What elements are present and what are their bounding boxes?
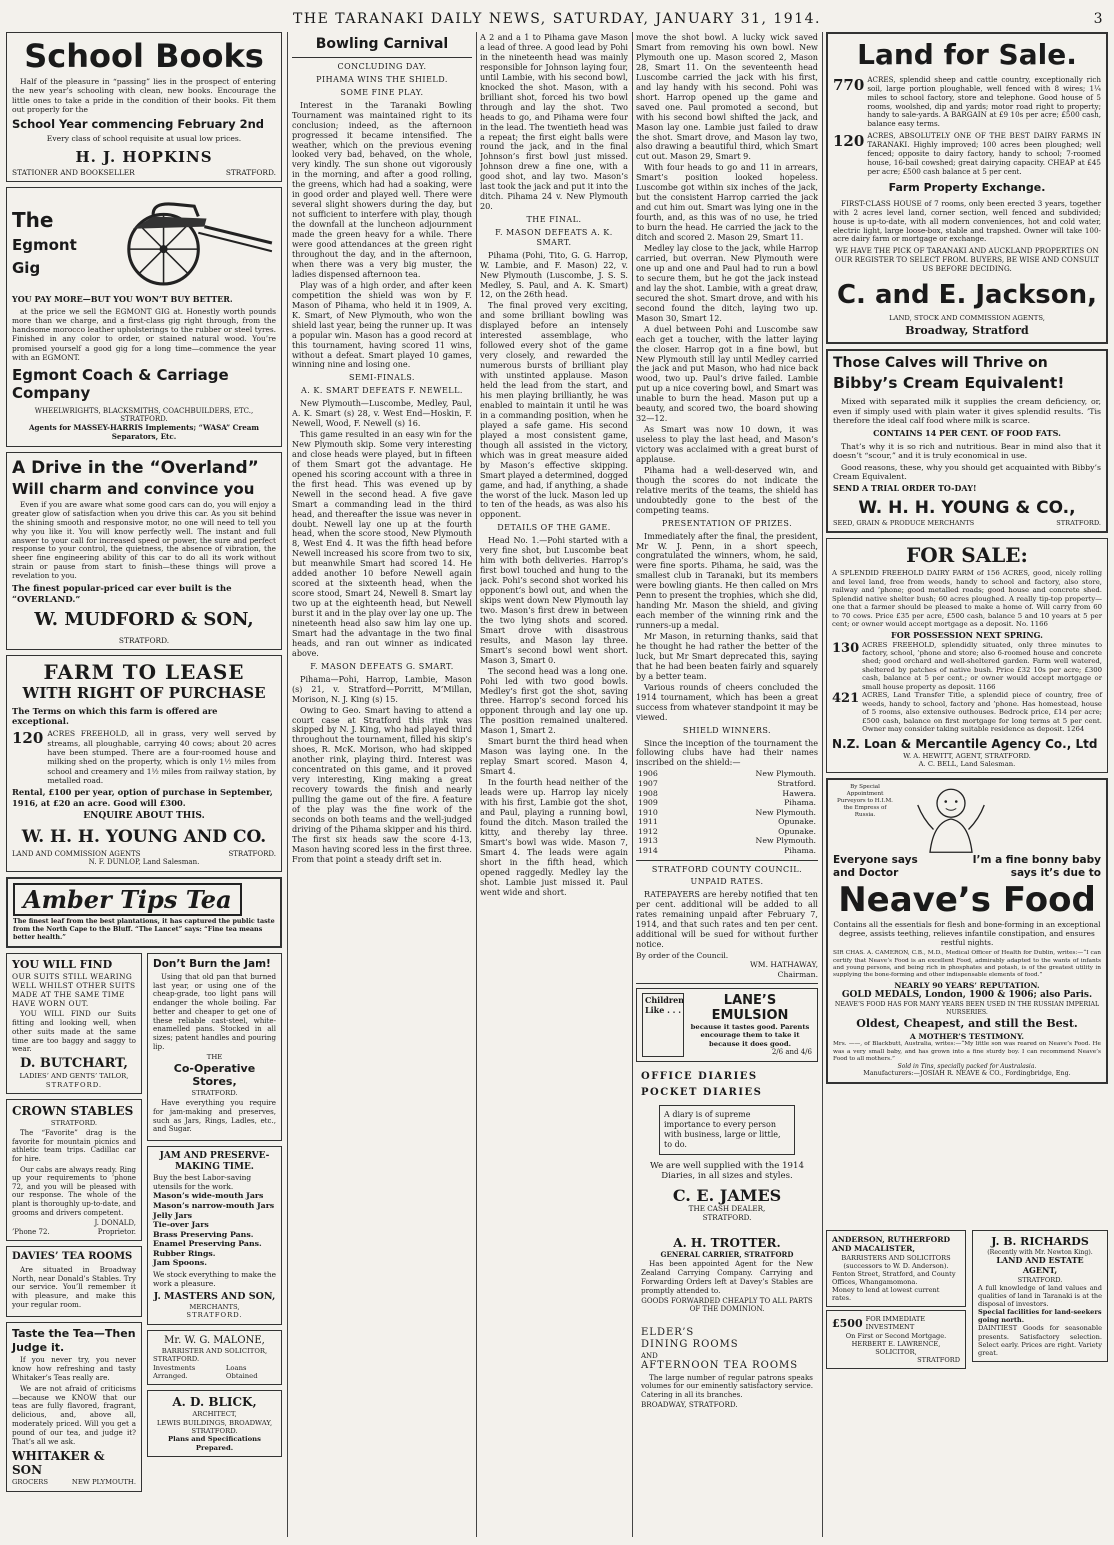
ad-years: NEARLY 90 YEARS’ REPUTATION. xyxy=(894,980,1040,990)
ad-tagline: Children Like . . . xyxy=(642,993,684,1057)
column-bottom-right xyxy=(826,1230,1108,1535)
ad-investment xyxy=(826,1310,966,1369)
notice-role: Chairman. xyxy=(777,969,818,979)
table-cell: New Plymouth. xyxy=(755,769,816,779)
article-paragraph: Pihama—Pohi, Harrop, Lambie, Mason (s) 21, v. Stratford—Porritt, M’Millan, Morison, N. J. King (s) 15. xyxy=(292,673,472,704)
ad-title: Those Calves will Thrive on xyxy=(833,354,1048,371)
ad-title: YOU WILL FIND xyxy=(12,958,113,972)
ad-investments: Investments Arranged. xyxy=(153,1363,196,1381)
table-cell: 1914 xyxy=(638,846,658,855)
notice-subtitle: UNPAID RATES. xyxy=(690,877,764,887)
ad-mortgage: On First or Second Mortgage. xyxy=(845,1331,947,1340)
list-item: Tie-over Jars xyxy=(153,1220,209,1230)
table-row xyxy=(636,836,818,846)
table-cell: Opunake. xyxy=(778,826,816,836)
ad-trade: MERCHANTS, xyxy=(189,1302,240,1311)
table-cell: New Plymouth. xyxy=(755,836,816,846)
ad-amber-tips xyxy=(6,877,282,948)
ad-used: NEAVE’S FOOD HAS FOR MANY YEARS BEEN USED IN THE RUSSIAN IMPERIAL NURSERIES. xyxy=(834,1001,1100,1016)
table-row xyxy=(636,769,818,779)
ad-place: BROADWAY, STRATFORD. xyxy=(641,1400,738,1410)
list-item: Jam Spoons. xyxy=(153,1258,207,1268)
article-paragraph: move the shot bowl. A lucky wick saved Smart from removing his own bowl. New Plymouth one up. Mason scored 2, Mason 28, Smart 11. On the seventeenth head Luscombe carried the jack with his first, and lay handy with his second. Pohi was short. Harrop opened up the game and saved one. Paul promoted a second, but with his second bowl shifted the jack, and Mason lay one. Lambie just failed to draw the shot. Smart drove, and Mason lay two, also drawing a beautiful third, which Smart cut out. Mason 29, Smart 9. xyxy=(636,32,818,162)
ad-richards xyxy=(972,1230,1108,1362)
ad-line: I’m a fine bonny baby xyxy=(972,854,1101,867)
ad-anderson xyxy=(826,1230,966,1307)
ad-farm-to-lease xyxy=(6,655,282,872)
table-row xyxy=(636,808,818,818)
ad-trade: ARCHITECT, xyxy=(192,1410,237,1419)
ad-possession: FOR POSSESSION NEXT SPRING. xyxy=(891,629,1043,640)
ad-body-2: YOU WILL FIND our Suits fitting and looking well, when other suits made at the same time are too baggy and saggy to wear. xyxy=(12,1009,136,1054)
table-cell: 1906 xyxy=(638,769,658,779)
ad-subtitle: Gig xyxy=(12,258,41,277)
column-rule xyxy=(287,32,288,1537)
ad-headline: School Year commencing February 2nd xyxy=(12,117,265,132)
ad-send: SEND A TRIAL ORDER TO-DAY! xyxy=(833,482,977,493)
ad-body: FOR IMMEDIATE INVESTMENT xyxy=(865,1315,926,1332)
ad-pick: WE HAVE THE PICK OF TARANAKI AND AUCKLAND PROPERTIES ON OUR REGISTER TO SELECT FROM. BUYERS, BE WISE AND CONSULT US BEFORE DECIDING. xyxy=(834,246,1100,273)
ad-line: Everyone says xyxy=(833,854,918,867)
ad-lanes-emulsion xyxy=(636,988,818,1062)
ad-body: A full knowledge of land values and qualities of land in Taranaki is at the disposal of investors. xyxy=(978,1283,1102,1309)
ad-special: Special facilities for land-seekers going north. xyxy=(978,1308,1102,1325)
ad-amount: £500 xyxy=(832,1316,863,1330)
ad-tagline: The finest leaf from the best plantations, it has captured the public taste from the North Cape to the Bluff. “The Lancet” says: “Fine tea means better health.” xyxy=(13,917,275,942)
table-row xyxy=(636,779,818,789)
table-cell: 1909 xyxy=(638,798,658,808)
ad-firm: W. MUDFORD & SON, xyxy=(34,609,254,631)
ad-firm: J. B. RICHARDS xyxy=(991,1235,1089,1248)
ad-place: STRATFORD. xyxy=(1017,1275,1063,1284)
ad-price: 2/6 and 4/6 xyxy=(771,1048,812,1057)
ad-subtitle: WITH RIGHT OF PURCHASE xyxy=(22,684,266,703)
ad-testimony: Mrs. ——, of Blackbutt, Australia, writes:—“My little son was reared on Neave’s Food. He was a very small baby, and has grown into a fine sturdy boy. I can recommend Neave’s Food to all mothers.” xyxy=(833,1041,1101,1062)
ad-terms: The Terms on which this farm is offered are exceptional. xyxy=(12,705,218,727)
ad-firm: WHITAKER & SON xyxy=(12,1448,105,1478)
gig-carriage-illustration xyxy=(92,192,276,292)
article-subhead: THE FINAL. xyxy=(526,215,582,225)
notice-order: By order of the Council. xyxy=(636,950,729,960)
item-list xyxy=(153,1191,276,1268)
ad-title: DAVIES’ TEA ROOMS xyxy=(12,1251,133,1263)
ad-place: STRATFORD. xyxy=(45,1080,103,1089)
ad-firm: C. and E. Jackson, xyxy=(836,279,1098,310)
ad-body: ACRES, ABSOLUTELY ONE OF THE BEST DAIRY FARMS IN TARANAKI. Highly improved; 100 acres been ploughed; well fenced; opposite to dairy factory, handy to school; 7-roomed house, 16-bail cowshed; great dairying capacity. CHEAP at £45 per acre; £500 cash balance at 5 per cent. xyxy=(867,131,1101,176)
shield-winners-table xyxy=(636,769,818,855)
ad-title: School Books xyxy=(24,37,264,75)
ad-title: Taste the Tea—Then Judge it. xyxy=(12,1327,136,1354)
ad-firm: ANDERSON, RUTHERFORD AND MACALISTER, xyxy=(832,1235,951,1254)
article-paragraph: Interest in the Taranaki Bowling Tournament was maintained right to its conclusion; indeed, as the afternoon progressed it became intensified. The weather, which on the previous evening looked very bad, behaved, on the whole, very kindly. The sun shone out vigorously in the morning, and after a good rolling, the greens, which had had a soaking, were in good order and played well. There were several slight showers during the day, but not sufficient to interfere with play, though the downfall at the luncheon adjournment made the green heavy for a while. There were good attendances at the green right throughout the day, and in the afternoon, when there was a very big muster, the ladies dispensed afternoon tea. xyxy=(292,99,472,279)
ad-subtitle: Bibby’s Cream Equivalent! xyxy=(833,373,1065,392)
article-subhead: DETAILS OF THE GAME. xyxy=(497,523,611,533)
ad-firm: W. H. H. YOUNG & CO., xyxy=(858,497,1076,518)
ad-body: The large number of regular patrons speaks volumes for our eminently satisfactory service. Catering in all its branches. xyxy=(641,1372,813,1400)
ad-title: FARM TO LEASE xyxy=(43,659,245,684)
table-cell: 1912 xyxy=(638,826,658,836)
ad-place: STRATFORD. xyxy=(50,1118,98,1127)
ad-egmont-gig xyxy=(6,187,282,446)
notice-signature: WM. HATHAWAY, xyxy=(749,960,818,970)
ad-successors: (successors to W. D. Anderson). xyxy=(843,1261,949,1270)
ad-subtitle: Farm Property Exchange. xyxy=(888,181,1046,195)
ad-successors: (Recently with Mr. Newton King). xyxy=(987,1248,1093,1256)
ad-rent: Rental, £100 per year, option of purchase in September, 1916, at £20 an acre. Good will £300. xyxy=(12,787,273,808)
ad-title-2: POCKET DIARIES xyxy=(641,1086,763,1098)
article-paragraph: Since the inception of the tournament the following clubs have had their names inscribed on the shield:— xyxy=(636,737,818,768)
ad-company: Egmont Coach & Carriage Company xyxy=(12,365,229,403)
ad-money: Money to lend at lowest current rates. xyxy=(832,1286,940,1303)
ad-firm: Co-Operative Stores, xyxy=(173,1061,256,1089)
ad-address: Fenton Street, Stratford, and County Offices, Whangamomona. xyxy=(832,1269,956,1286)
ad-loans: Loans Obtained xyxy=(225,1363,258,1381)
ad-body: FIRST-CLASS HOUSE of 7 rooms, only been erected 3 years, together with 2 acres level land, corner section, well fenced and subdivided; house is up-to-date, with all modern conveniences, hot and cold water, electric light, large loose-box, stable and trapshed. Owner will take 100-acre dairy farm or mortgage or exchange. xyxy=(833,198,1101,244)
ad-trade: BARRISTER AND SOLICITOR, xyxy=(161,1346,268,1355)
masthead xyxy=(0,4,1114,34)
ad-title: FOR SALE: xyxy=(906,542,1028,567)
ad-place: STRATFORD. xyxy=(186,1311,243,1320)
ad-place: STRATFORD. xyxy=(153,1355,200,1364)
ad-co-operative-stores xyxy=(147,953,282,1141)
ad-body: at the price we sell the EGMONT GIG at. Honestly worth pounds more than we charge, and a first-class gig right through, from the handsome morocco leather upholsterings to the rubber or steel tyres. Finished in any color to order, or stained natural wood. You’re promised yourself a good gig for a long time—commence the year with an EGMONT. xyxy=(12,307,276,362)
list-item: Mason’s narrow-mouth Jars xyxy=(153,1201,275,1211)
ad-firm: J. MASTERS AND SON, xyxy=(153,1291,276,1303)
ad-the: THE xyxy=(206,1053,223,1062)
table-cell: 1911 xyxy=(638,817,658,827)
ad-body: Contains all the essentials for flesh and bone-forming in an exceptional degree, assists teething, relieves infantile constipation, and ensures restful nights. xyxy=(833,920,1101,948)
ad-brand: Neave’s Food xyxy=(838,880,1096,921)
column-bowling-article xyxy=(292,32,472,1537)
ad-place: NEW PLYMOUTH. xyxy=(71,1478,136,1487)
ad-body: Using that old pan that burned last year, or using one of the cheap-grade, too light pans will endanger the whole boiling. Far better and cheaper to get one of these reliable cast-steel, white-enamelled pans. Stocked in all sizes; patent handles and pouring lip. xyxy=(153,972,276,1051)
ad-title: JAM AND PRESERVE-MAKING TIME. xyxy=(159,1151,270,1173)
article-paragraph: The second head was a long one. Pohi led with two good bowls. Medley’s first got the shot, saving three. Harrop’s second forced his opponent through and lay one up. The position remained unaltered. Mason 1, Smart 2. xyxy=(480,665,628,736)
column-rule xyxy=(476,32,477,1537)
ad-blick xyxy=(147,1390,282,1457)
ad-place: STRATFORD. xyxy=(702,1213,752,1223)
table-row xyxy=(636,846,818,856)
ad-acres: 770 xyxy=(833,76,865,94)
article-paragraph: Mr Mason, in returning thanks, said that he thought he had rather the better of the luck, but Mr Smart deprecated this, saying that he had been beaten fairly and squarely by a better team. xyxy=(636,631,818,681)
article-paragraph: The final proved very exciting, and some brilliant bowling was displayed before an intensely interested assemblage, who followed every shot of the game very closely, and rewarded the numerous bursts of brilliant play with unstinted applause. Mason held the lead from the start, and his men playing brilliantly, he was enabled to maintain it until he was in a commanding position, when he played a safe game. His second played a most consistent game, though all assisted in the victory, which was in great measure aided by Mason’s effective skipping. Smart played a determined, dogged game, and had, if anything, a shade the worst of the luck. Mason led up to ten of the heads, as was also his opponent. xyxy=(480,300,628,520)
column-bowling-continued xyxy=(480,32,628,1537)
ad-line: says it’s due to xyxy=(1010,867,1101,880)
article-paragraph: As Smart was now 10 down, it was useless to play the last head, and Mason’s victory was acclaimed with a great burst of applause. xyxy=(636,424,818,465)
ad-supply: We are well supplied with the 1914 Diaries, in all sizes and styles. xyxy=(650,1160,804,1182)
ad-place: STRATFORD xyxy=(917,1355,960,1364)
article-paragraph: Play was of a high order, and after keen competition the shield was won by F. Mason of Pihama, who held it in 1909, A. K. Smart, of New Plymouth, who won the shield last year, being the runner up. It was a popular win. Mason has a good record at this tournament, having scored 11 wins, without a defeat. Smart played 10 games, winning nine and losing one. xyxy=(292,279,472,370)
ad-line: AFTERNOON TEA ROOMS xyxy=(641,1360,799,1372)
ad-line: Every class of school requisite at usual low prices. xyxy=(46,134,242,144)
ad-agent: W. A. HEWITT, AGENT, STRATFORD. xyxy=(903,751,1031,760)
ad-tagline: YOU PAY MORE—BUT YOU WON’T BUY BETTER. xyxy=(12,294,233,305)
ad-sold: Sold in Tins, specially packed for Australasia. xyxy=(897,1062,1037,1070)
table-cell: Stratford. xyxy=(777,778,816,788)
ad-body: Mixed with separated milk it supplies the cream deficiency, or, even if simply used with plain water it gives splendid results. ’Tis therefore the ideal calf food where milk is scarce. xyxy=(833,396,1101,426)
ad-body: Has been appointed Agent for the New Zealand Carrying Company. Carrying and Forwarding Orders left at Davey’s Stables are promptly attended to. xyxy=(641,1259,813,1295)
ad-body: ACRES, Land Transfer Title, a splendid piece of country, free of weeds, handy to school, factory and ’phone. Has homestead, house of 5 rooms, also extensive outhouses. Bedrock price, £14 per acre; £500 cash, balance on first mortgage for long terms at 5 per cent. Owner may consider taking suitable residence as deposit. 1264 xyxy=(862,691,1102,734)
list-item: Jelly Jars xyxy=(153,1210,193,1220)
ad-address: LEWIS BUILDINGS, BROADWAY, STRATFORD. xyxy=(156,1418,273,1435)
list-item: Mason’s wide-mouth Jars xyxy=(153,1191,264,1201)
ad-place: STRATFORD. xyxy=(191,1088,238,1097)
article-subhead: F. MASON DEFEATS G. SMART. xyxy=(310,661,454,671)
ad-title: A Drive in the “Overland” xyxy=(12,457,259,478)
notice-body: RATEPAYERS are hereby notified that ten per cent. additional will be added to all rates remaining unpaid after February 7, 1914, and that such rates and ten per cent. additional will be sued for without further notice. xyxy=(636,889,818,949)
list-item: Enamel Preserving Pans. xyxy=(153,1239,262,1249)
ad-firm: H. J. HOPKINS xyxy=(75,147,213,166)
ad-trade: SOLICITOR, xyxy=(875,1347,917,1356)
ad-trade: LAND, STOCK AND COMMISSION AGENTS, xyxy=(889,313,1045,322)
table-row xyxy=(636,789,818,799)
ad-trade: LAND AND ESTATE AGENT, xyxy=(996,1255,1084,1275)
ad-elders xyxy=(636,1323,818,1414)
ad-place: STRATFORD. xyxy=(1056,518,1101,527)
ad-agents: Agents for MASSEY-HARRIS Implements; “WASA” Cream Separators, Etc. xyxy=(28,422,260,441)
ad-for-sale xyxy=(826,538,1108,774)
ad-firm: N.Z. Loan & Mercantile Agency Co., Ltd xyxy=(832,736,1098,751)
ad-line: DINING ROOMS xyxy=(641,1339,739,1351)
ad-trades: WHEELWRIGHTS, BLACKSMITHS, COACHBUILDERS, ETC., STRATFORD. xyxy=(34,406,254,424)
ad-body: A SPLENDID FREEHOLD DAIRY FARM of 156 ACRES, good, nicely rolling and level land, free from weeds, handy to school and factory, also store, railway and ’phone; good metalled roads; good house and concrete shed. Splendid native shelter bush; 60 acres ploughed. A really tip-top property—one that a farmer should be pleased to make a home of. Will carry from 60 to 70 cows. Price £35 per acre, £500 cash, balance 5 and 10 years at 5 per cent; or owner would accept mortgage as a deposit. No. 1166 xyxy=(832,569,1102,629)
ad-title: Don’t Burn the Jam! xyxy=(153,958,271,971)
ad-firm: HERBERT E. LAWRENCE, xyxy=(851,1339,941,1348)
ad-place: STRATFORD. xyxy=(228,849,276,858)
ad-line: ELDER’S xyxy=(641,1327,695,1339)
table-row xyxy=(636,798,818,808)
article-paragraph: With four heads to go and 11 in arrears, Smart’s position looked hopeless. Luscombe got within six inches of the jack, but the consistent Harrop carried the jack and cut him out. Smart was lying one in the fourth, and, as this was of no use, he tried to burn the head. He carried the jack to the ditch and scored 2. Mason 29, Smart 11. xyxy=(636,162,818,243)
ad-salesman: A. C. BELL, Land Salesman. xyxy=(918,759,1016,768)
ad-trade: STATIONER AND BOOKSELLER xyxy=(12,168,135,178)
ad-title: Egmont xyxy=(12,236,77,255)
ad-subtitle: Will charm and convince you xyxy=(12,479,255,498)
ad-gold: GOLD MEDALS, London, 1900 & 1906; also Paris. xyxy=(841,990,1093,1001)
column-news xyxy=(636,32,818,1537)
ad-land-for-sale xyxy=(826,32,1108,344)
ad-acres: 120 xyxy=(12,729,44,748)
ad-body-2: Have everything you require for jam-making and preserves, such as Jars, Rings, Ladles, etc., and Sugar. xyxy=(153,1098,276,1134)
table-cell: 1910 xyxy=(638,807,658,817)
ad-title: OFFICE DIARIES xyxy=(641,1070,758,1082)
table-cell: 1913 xyxy=(638,836,658,846)
ad-overland xyxy=(6,452,282,650)
ad-royal: By Special Appointment Purveyors to H.I.M. the Empress of Russia. xyxy=(837,784,893,818)
article-subhead: A. K. SMART DEFEATS F. NEWELL. xyxy=(301,386,463,396)
article-paragraph: This game resulted in an easy win for the New Plymouth skip. Some very interesting and close heads were played, but in fifteen of them Smart got the advantage. He opened his scoring account with a three in the first head. This was evened up by Newell in the second head. A five gave Smart a commanding lead in the third head, and thereafter the issue was never in doubt. Newell lay one up at the fourth head, when the score stood, New Plymouth 8, West End 4. It was the fifth head before Newell increased his score from two to six, but meanwhile Smart had scored 14. He added another 10 before Newell again scored at the sixteenth head, when the score stood, Smart 24, Newell 8. Smart lay two up at the eighteenth head, but Newell burst it and in the play over lay one up. The nineteenth head also saw him lay one up. Smart had the advantage in the two final heads, and ran out winner as indicated above. xyxy=(292,428,472,658)
ad-body: A diary is of supreme importance to every person with business, large or little, to do. xyxy=(659,1105,795,1154)
ad-role: Proprietor. xyxy=(97,1227,136,1236)
ad-body: Half of the pleasure in “passing” lies in the prospect of entering the new year’s schooling with clean, new books. Encourage the little ones to take a pride in the condition of their books. Fit them out properly for the xyxy=(12,77,276,114)
ad-mother: A MOTHER’S TESTIMONY. xyxy=(909,1032,1025,1042)
ad-enquire: ENQUIRE ABOUT THIS. xyxy=(83,810,205,821)
ad-signature: J. DONALD, xyxy=(94,1219,136,1228)
ad-body-2: That’s why it is so rich and nutritious. Bear in mind also that it doesn’t “scour,” and it is truly economical in use. xyxy=(833,441,1101,461)
ad-goods: GOODS FORWARDED CHEAPLY TO ALL PARTS OF THE DOMINION. xyxy=(641,1296,813,1314)
ad-tagline: The finest popular-priced car ever built is the “OVERLAND.” xyxy=(12,584,232,605)
ad-firm: A. H. TROTTER. xyxy=(673,1236,781,1251)
article-paragraph: New Plymouth—Luscombe, Medley, Paul, A. K. Smart (s) 28, v. West End—Hoskin, F. Newell, Wood, F. Newell (s) 16. xyxy=(292,398,472,428)
ad-neaves-food xyxy=(826,778,1108,1084)
ad-trade: GROCERS xyxy=(12,1478,49,1487)
table-cell: Hawera. xyxy=(782,788,816,798)
ad-title: Land for Sale. xyxy=(857,38,1077,71)
ad-body: OUR SUITS STILL WEARING WELL WHILST OTHER SUITS MADE AT THE SAME TIME HAVE WORN OUT. xyxy=(12,971,136,1008)
ad-stock: We stock everything to make the work a pleasure. xyxy=(153,1270,276,1289)
ad-body: The “Favorite” drag is the favorite for mountain picnics and athletic team trips. Cadillac car for hire. xyxy=(12,1129,136,1163)
ad-salesman: N. F. DUNLOP, Land Salesman. xyxy=(88,858,200,867)
ad-crown-stables xyxy=(6,1099,142,1241)
article-subhead: CONCLUDING DAY. xyxy=(337,62,427,72)
column-rule xyxy=(822,32,823,1537)
ad-place: Broadway, Stratford xyxy=(905,324,1029,338)
ad-firm: A. D. BLICK, xyxy=(172,1395,257,1410)
ad-trade: SEED, GRAIN & PRODUCE MERCHANTS xyxy=(833,518,975,527)
table-cell: New Plymouth. xyxy=(755,807,816,817)
ad-dainties: DAINTIEST Goods for seasonable presents. Satisfactory selection. Select early. Prices are right. Variety great. xyxy=(978,1324,1102,1357)
article-subhead: PIHAMA WINS THE SHIELD. xyxy=(316,75,448,85)
article-paragraph: Head No. 1.—Pohi started with a very fine shot, but Luscombe beat him with both deliveries. Harrop’s first bowl touched and hung to the jack. Pohi’s second shot worked his opponent’s bowl out, and when the skips went down New Plymouth lay two. Mason’s first drew in between the two lying shots and scored. Smart drove with disastrous results, and Mason lay three. Smart’s second bowl went short. Mason 3, Smart 0. xyxy=(480,535,628,665)
list-item: Brass Preserving Pans. xyxy=(153,1229,254,1239)
ad-place: STRATFORD. xyxy=(118,635,170,645)
ad-body: because it tastes good. Parents encourage them to take it because it does good. xyxy=(690,1022,810,1048)
ad-body-2: Our cabs are always ready. Ring up your requirements to ’phone 72, and you will be pleased with our response. The whole of the plant is thoroughly up-to-date, and grooms and drivers competent. xyxy=(12,1165,136,1217)
notice-title: STRATFORD COUNTY COUNCIL. xyxy=(651,864,803,874)
ad-trotter xyxy=(636,1232,818,1318)
ad-malone xyxy=(147,1330,282,1386)
article-paragraph: Pihama (Pohi, Tito, G. G. Harrop, W. Lambie, and F. Mason) 22, v. New Plymouth (Luscombe, J. S. S. Medley, S. Paul, and A. K. Smart) 12, on the 26th head. xyxy=(480,249,628,300)
ad-plans: Plans and Specifications Prepared. xyxy=(168,1435,261,1452)
article-paragraph: Pihama had a well-deserved win, and though the scores do not indicate the relative merits of the teams, the shield has undoubtedly gone to the best of the competing teams. xyxy=(636,464,818,515)
table-row xyxy=(636,827,818,837)
ad-line: and Doctor xyxy=(833,867,899,880)
ad-bibbys-cream xyxy=(826,349,1108,533)
article-subhead: PRESENTATION OF PRIZES. xyxy=(661,518,793,528)
article-paragraph: A duel between Pohi and Luscombe saw each get a toucher, with the latter laying the closer. Harrop got in a fine bowl, but New Plymouth still lay until Medley carried the jack and put Mason, who had nice back wood, two up. Paul’s drive failed. Lambie put up a nice covering bowl, and Smart was unable to burn the head. Mason put up a beauty, and scored two, the board showing 32—12. xyxy=(636,323,818,424)
ad-body-3: Good reasons, these, why you should get acquainted with Bibby’s Cream Equivalent. xyxy=(833,462,1101,482)
ad-body: ACRES, splendid sheep and cattle country, exceptionally rich soil, large portion ploughable, well fenced with 8 wires; 1¼ miles to school factory, store and telephone. Good house of 5 rooms, woolshed, dip and yards; motor road right to property; handy to sale-yards. A BARGAIN at £9 10s per acre; £500 cash, balance easy terms. xyxy=(867,75,1101,129)
ad-firm: D. BUTCHART, xyxy=(20,1056,128,1072)
ad-line: AND xyxy=(641,1351,658,1360)
list-item: Rubber Rings. xyxy=(153,1248,216,1258)
ad-brand: LANE’S EMULSION xyxy=(711,992,789,1023)
ad-body: If you never try, you never know how refreshing and tasty Whitaker’s Teas really are. xyxy=(12,1355,136,1382)
ad-trade: LADIES’ AND GENTS’ TAILOR, xyxy=(19,1072,129,1081)
ad-acres: 120 xyxy=(833,132,865,151)
article-paragraph: A 2 and a 1 to Pihama gave Mason a lead of three. A good lead by Pohi in the nineteenth head was mainly responsible for Johnson laying four, until Lambie, with his second bowl, knocked the shot. Mason, with a brilliant shot, forced his two bowl through and lay the shot. Two heads to go, and Pihama were four in the lead. The twentieth head was a repeat; the first eight balls were round the jack, and in the final Johnson’s first bowl just missed. Johnson drew a fine one, with a good shot, and lay two. Mason’s last took the jack and put it into the ditch. Pihama 24 v. New Plymouth 20. xyxy=(480,32,628,212)
ad-contains: CONTAINS 14 PER CENT. OF FOOD FATS. xyxy=(873,427,1061,438)
ad-acres: 421 xyxy=(832,691,860,707)
article-paragraph: In the fourth head neither of the leads were up. Harrop lay nicely with his first, Lambie got the shot, and Paul, playing a running bowl, found the ditch. Mason trailed the kitty, and thereby lay three. Smart’s bowl was wide. Mason 7, Smart 4. The leads were again short in the fifth head, which opened raggedly. Medley lay the shot. Lambie just missed it. Paul went wide and short. xyxy=(480,777,628,897)
ad-diaries xyxy=(636,1067,818,1227)
ad-davies-tea-rooms xyxy=(6,1246,142,1317)
ad-cameron: SIR CHAS. A. CAMERON, C.B., M.D., Medical Officer of Health for Dublin, writes:—“I can certify that Neave’s Food is an excellent Food, admirably adapted to the wants of infants and young persons, and being rich in phosphates and potash, is of the greatest utility in supplying the bone-forming and other indispensable elements of food.” xyxy=(833,950,1101,978)
ad-whitaker xyxy=(6,1322,142,1491)
article-headline: Bowling Carnival xyxy=(315,36,449,52)
ad-title: CROWN STABLES xyxy=(12,1104,134,1119)
table-row xyxy=(636,817,818,827)
masthead-title: THE TARANAKI DAILY NEWS, SATURDAY, JANUARY 31, 1914. xyxy=(293,11,821,27)
ad-trade: BARRISTERS AND SOLICITORS xyxy=(841,1253,951,1262)
ad-the: The xyxy=(12,207,54,232)
ad-body: Are situated in Broadway North, near Donald’s Stables. Try our service. You’ll remember it with pleasure, and make this your regular room. xyxy=(12,1264,136,1310)
ad-body: ACRES FREEHOLD, splendidly situated, only three minutes to factory, school, ’phone and store; also 6-roomed house and concrete shed; good orchard and well-sheltered garden. Farm well watered, sheltered by patches of native bush. Price £32 10s per acre; £300 cash, balance at 5 per cent.; or owner would accept mortgage or small house property as deposit. 1166 xyxy=(862,640,1102,691)
article-paragraph: Medley lay close to the jack, while Harrop carried, but overran. New Plymouth were one up and one and Paul had to run a bowl to secure them, but he got the jack instead and lay the shot. Lambie, with a great draw, secured the shot. Smart drove, and with his second found the ditch, laying two up. Mason 30, Smart 12. xyxy=(636,243,818,323)
ad-firm: Mr. W. G. MALONE, xyxy=(164,1334,265,1346)
ad-trade: GENERAL CARRIER, STRATFORD xyxy=(660,1249,794,1259)
ad-place: STRATFORD. xyxy=(225,168,276,178)
ad-masters xyxy=(147,1146,282,1325)
article-subhead: SOME FINE PLAY. xyxy=(340,87,424,97)
ad-firm: C. E. JAMES xyxy=(672,1185,782,1205)
table-cell: Pihama. xyxy=(784,846,816,855)
table-cell: 1907 xyxy=(638,778,658,788)
column-rule xyxy=(632,32,633,1537)
ad-intro: Buy the best Labor-saving utensils for the work. xyxy=(153,1173,252,1192)
article-paragraph: Smart burnt the third head when Mason was laying one. In the replay Smart scored. Mason 4, Smart 4. xyxy=(480,736,628,777)
ad-acres: 130 xyxy=(832,640,860,656)
ad-butchart xyxy=(6,953,142,1094)
article-paragraph: Immediately after the final, the president, Mr W. J. Penn, in a short speech, congratulated the winners, whom, he said, were fine sports. Pihama, he said, was the smallest club in Taranaki, but its members were bowling giants. He then called on Mrs Penn to present the trophies, which she did, handing Mr. Mason the shield, and giving each member of the winning rink and the runners-up a medal. xyxy=(636,530,818,631)
table-cell: 1908 xyxy=(638,788,658,798)
ad-trade: LAND AND COMMISSION AGENTS xyxy=(12,849,141,858)
baby-illustration xyxy=(901,784,1001,854)
ad-trade: THE CASH DEALER, xyxy=(688,1204,766,1214)
ad-body: ACRES FREEHOLD, all in grass, very well served by streams, all ploughable, carrying 40 cows; about 20 acres have been stumped. There are a four-roomed house and milking shed on the property, which is only 1½ miles from school and creamery and 1½ miles from railway station, by metalled road. xyxy=(47,729,276,786)
article-subhead: SEMI-FINALS. xyxy=(349,373,415,383)
article-paragraph: Various rounds of cheers concluded the 1914 tournament, which has been a great success from whatever standpoint it may be viewed. xyxy=(636,681,818,722)
ad-maker: Manufacturers:—JOSIAH R. NEAVE & CO., Fordingbridge, Eng. xyxy=(863,1069,1071,1078)
ad-firm: W. H. H. YOUNG AND CO. xyxy=(21,826,267,847)
ad-brand: Amber Tips Tea xyxy=(13,883,242,917)
article-subhead: F. MASON DEFEATS A. K. SMART. xyxy=(495,227,613,247)
table-cell: Pihama. xyxy=(784,798,816,808)
ad-oldest: Oldest, Cheapest, and still the Best. xyxy=(856,1016,1078,1030)
page-number: 3 xyxy=(1093,11,1104,27)
ad-phone: ’Phone 72. xyxy=(12,1227,50,1236)
column-ads-left xyxy=(6,32,282,1537)
ad-body: Even if you are aware what some good cars can do, you will enjoy a greater glow of satisfaction when you drive this car. As you sit behind the shining smooth and responsive motor, no one will need to tell you why you like it. You will know perfectly well. The instant and full answer to your call for increased speed or power, the sure and perfect response to your control, the quietness, the absence of vibration, the sheer fine engineering ability of this car to do all its work without strain or pause from start to finish—these things will prove a revelation to you. xyxy=(12,499,276,581)
table-cell: Opunake. xyxy=(778,817,816,827)
article-paragraph: Owing to Geo. Smart having to attend a court case at Stratford this rink was skipped by N. J. King, who had played third throughout the tournament, filled his skip’s shoes, R. McK. Morison, who had skipped another rink, playing third. Interest was concentrated on this game, and it proved very interesting, King making a great recovery towards the finish and nearly pulling the game out of the fire. A feature of the play was the fine work of the seconds on both teams and the well-judged driving of the Pihama skipper and his third. The first six heads saw the score 4-13, Mason having scored less in the first three. From that point a steady drift set in. xyxy=(292,704,472,864)
article-subhead: SHIELD WINNERS. xyxy=(682,725,772,735)
ad-school-books xyxy=(6,32,282,182)
ad-body-2: We are not afraid of criticisms—because we KNOW that our teas are fully flavored, fragrant, delicious, and, above all, moderately priced. Will you get a pound of our tea, and judge it? That’s all we ask. xyxy=(12,1383,136,1446)
